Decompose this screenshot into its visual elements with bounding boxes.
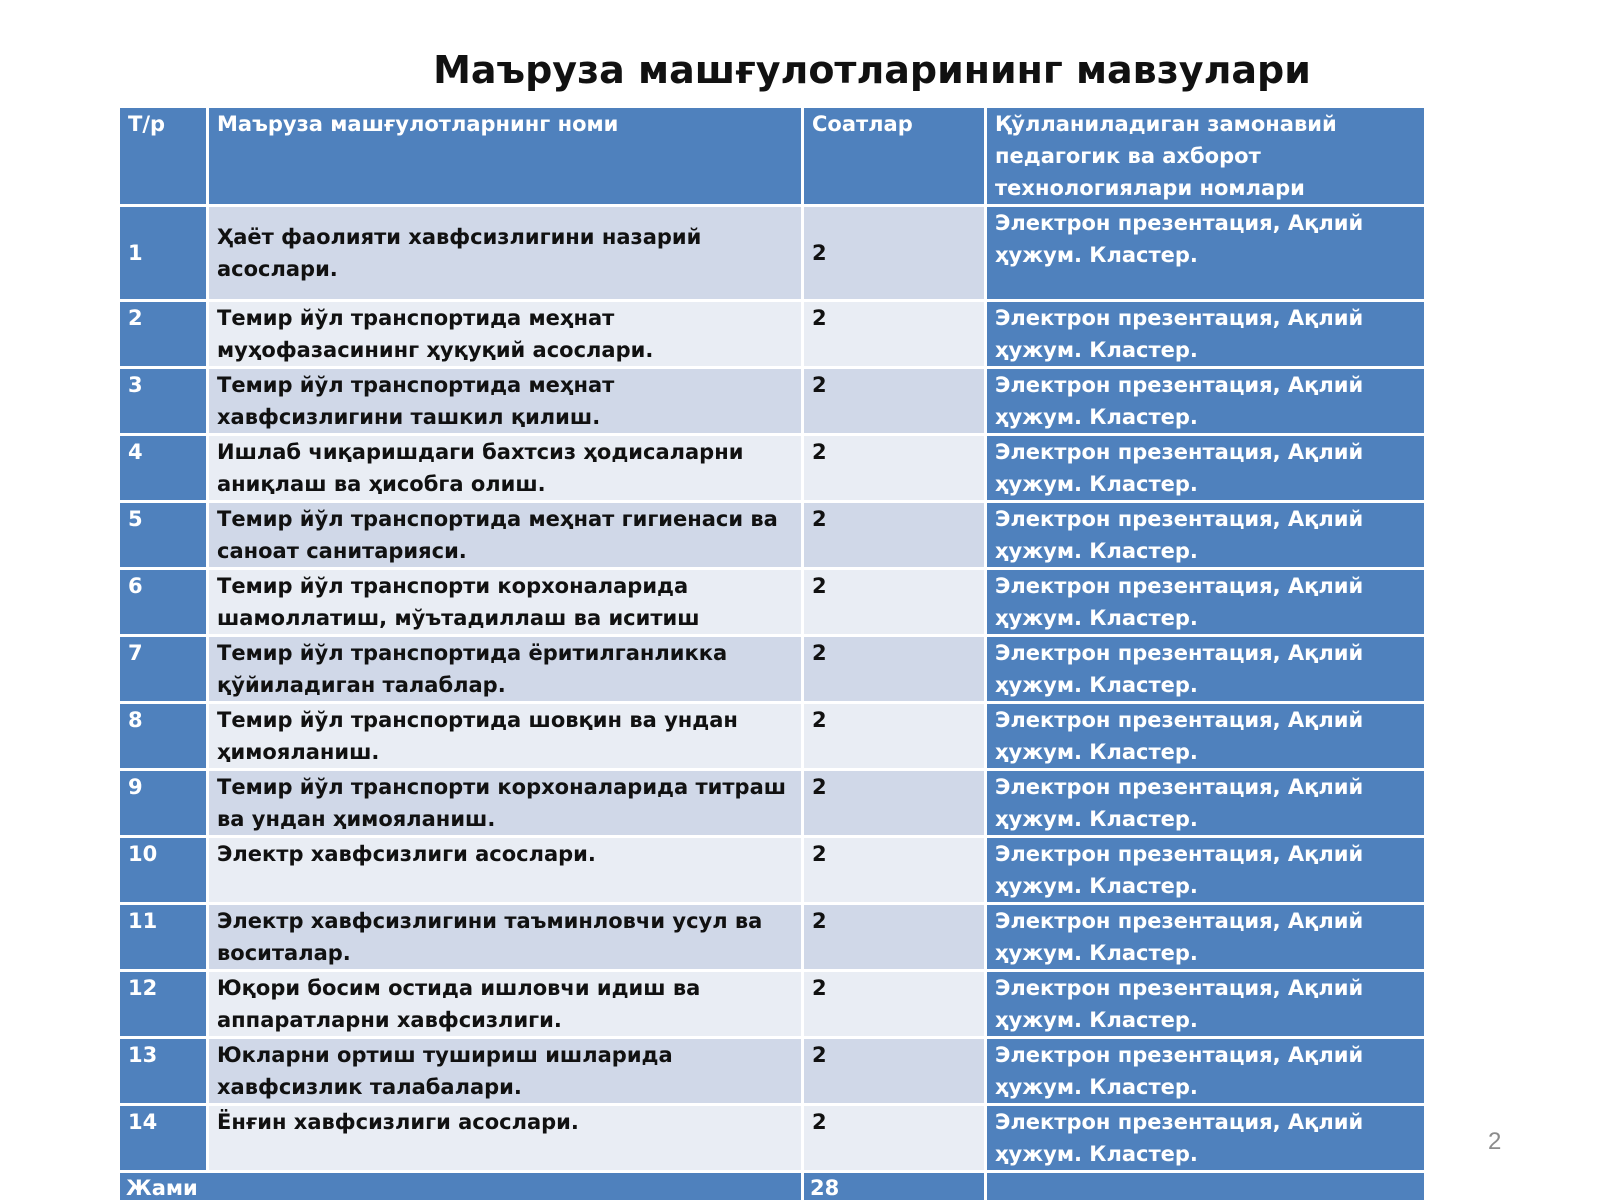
row-technologies: Электрон презентация, Ақлий ҳужум. Кластер. [987,972,1424,1036]
table-row [120,436,1424,500]
lectures-table [117,105,1427,1200]
row-hours: 2 [804,905,984,969]
row-number: 4 [120,436,206,500]
row-number: 5 [120,503,206,567]
table-row [120,207,1424,299]
row-technologies: Электрон презентация, Ақлий ҳужум. Кластер. [987,771,1424,835]
row-technologies: Электрон презентация, Ақлий ҳужум. Кластер. [987,302,1424,366]
row-lecture-name: Электр хавфсизлиги асослари. [209,838,801,902]
row-hours: 2 [804,302,984,366]
row-lecture-name: Темир йўл транспортида ёритилганликка қўйиладиган талаблар. [209,637,801,701]
row-number: 12 [120,972,206,1036]
row-hours: 2 [804,838,984,902]
row-hours: 2 [804,436,984,500]
row-lecture-name: Темир йўл транспортида меҳнат хавфсизлигини ташкил қилиш. [209,369,801,433]
row-lecture-name: Темир йўл транспортида меҳнат гигиенаси ва саноат санитарияси. [209,503,801,567]
table-row [120,369,1424,433]
table-row [120,704,1424,768]
row-number: 8 [120,704,206,768]
row-lecture-name: Темир йўл транспортида меҳнат муҳофазасининг ҳуқуқий асослари. [209,302,801,366]
row-hours: 2 [804,503,984,567]
header-hours: Соатлар [804,108,984,204]
row-technologies: Электрон презентация, Ақлий ҳужум. Кластер. [987,905,1424,969]
table-row [120,771,1424,835]
row-number: 3 [120,369,206,433]
row-hours: 2 [804,369,984,433]
row-lecture-name: Ҳаёт фаолияти хавфсизлигини назарий асослари. [209,207,801,299]
row-technologies: Электрон презентация, Ақлий ҳужум. Кластер. [987,436,1424,500]
row-number: 10 [120,838,206,902]
table-row [120,570,1424,634]
row-lecture-name: Юкларни ортиш тушириш ишларида хавфсизлик талабалари. [209,1039,801,1103]
row-lecture-name: Темир йўл транспорти корхоналарида шамоллатиш, мўътадиллаш ва иситиш [209,570,801,634]
table-row [120,503,1424,567]
row-number: 13 [120,1039,206,1103]
row-lecture-name: Темир йўл транспорти корхоналарида титраш ва ундан ҳимояланиш. [209,771,801,835]
slide-title: Маърузa машғулотларининг мавзулари [433,48,1311,92]
row-number: 11 [120,905,206,969]
row-technologies: Электрон презентация, Ақлий ҳужум. Кластер. [987,570,1424,634]
row-hours: 2 [804,1039,984,1103]
table-row [120,838,1424,902]
row-hours: 2 [804,207,984,299]
row-technologies: Электрон презентация, Ақлий ҳужум. Кластер. [987,637,1424,701]
total-row [120,1173,1424,1200]
row-technologies: Электрон презентация, Ақлий ҳужум. Кластер. [987,503,1424,567]
row-technologies: Электрон презентация, Ақлий ҳужум. Кластер. [987,207,1424,299]
table-row [120,905,1424,969]
table-body [120,207,1424,1170]
row-lecture-name: Ёнғин хавфсизлиги асослари. [209,1106,801,1170]
row-number: 9 [120,771,206,835]
row-lecture-name: Ишлаб чиқаришдаги бахтсиз ҳодисаларни аниқлаш ва ҳисобга олиш. [209,436,801,500]
row-technologies: Электрон презентация, Ақлий ҳужум. Кластер. [987,704,1424,768]
row-number: 1 [120,207,206,299]
row-technologies: Электрон презентация, Ақлий ҳужум. Кластер. [987,838,1424,902]
row-lecture-name: Темир йўл транспортида шовқин ва ундан ҳимояланиш. [209,704,801,768]
total-empty-cell [987,1173,1424,1200]
row-technologies: Электрон презентация, Ақлий ҳужум. Кластер. [987,369,1424,433]
row-hours: 2 [804,972,984,1036]
table-header-row [120,108,1424,204]
table-row [120,1039,1424,1103]
page-number: 2 [1488,1128,1502,1155]
row-hours: 2 [804,1106,984,1170]
row-number: 7 [120,637,206,701]
row-lecture-name: Юқори босим остида ишловчи идиш ва аппаратларни хавфсизлиги. [209,972,801,1036]
table-row [120,972,1424,1036]
row-number: 14 [120,1106,206,1170]
total-label: Жами [120,1173,801,1200]
row-number: 2 [120,302,206,366]
header-number: Т/р [120,108,206,204]
header-technologies: Қўлланиладиган замонавий педагогик ва ахборот технологиялари номлари [987,108,1424,204]
row-technologies: Электрон презентация, Ақлий ҳужум. Кластер. [987,1039,1424,1103]
header-lecture-name: Маъруза машғулотларнинг номи [209,108,801,204]
table-row [120,302,1424,366]
table-row [120,1106,1424,1170]
row-hours: 2 [804,771,984,835]
total-hours: 28 [804,1173,984,1200]
table-row [120,637,1424,701]
row-technologies: Электрон презентация, Ақлий ҳужум. Кластер. [987,1106,1424,1170]
row-number: 6 [120,570,206,634]
row-hours: 2 [804,637,984,701]
row-hours: 2 [804,704,984,768]
row-hours: 2 [804,570,984,634]
row-lecture-name: Электр хавфсизлигини таъминловчи усул ва воситалар. [209,905,801,969]
